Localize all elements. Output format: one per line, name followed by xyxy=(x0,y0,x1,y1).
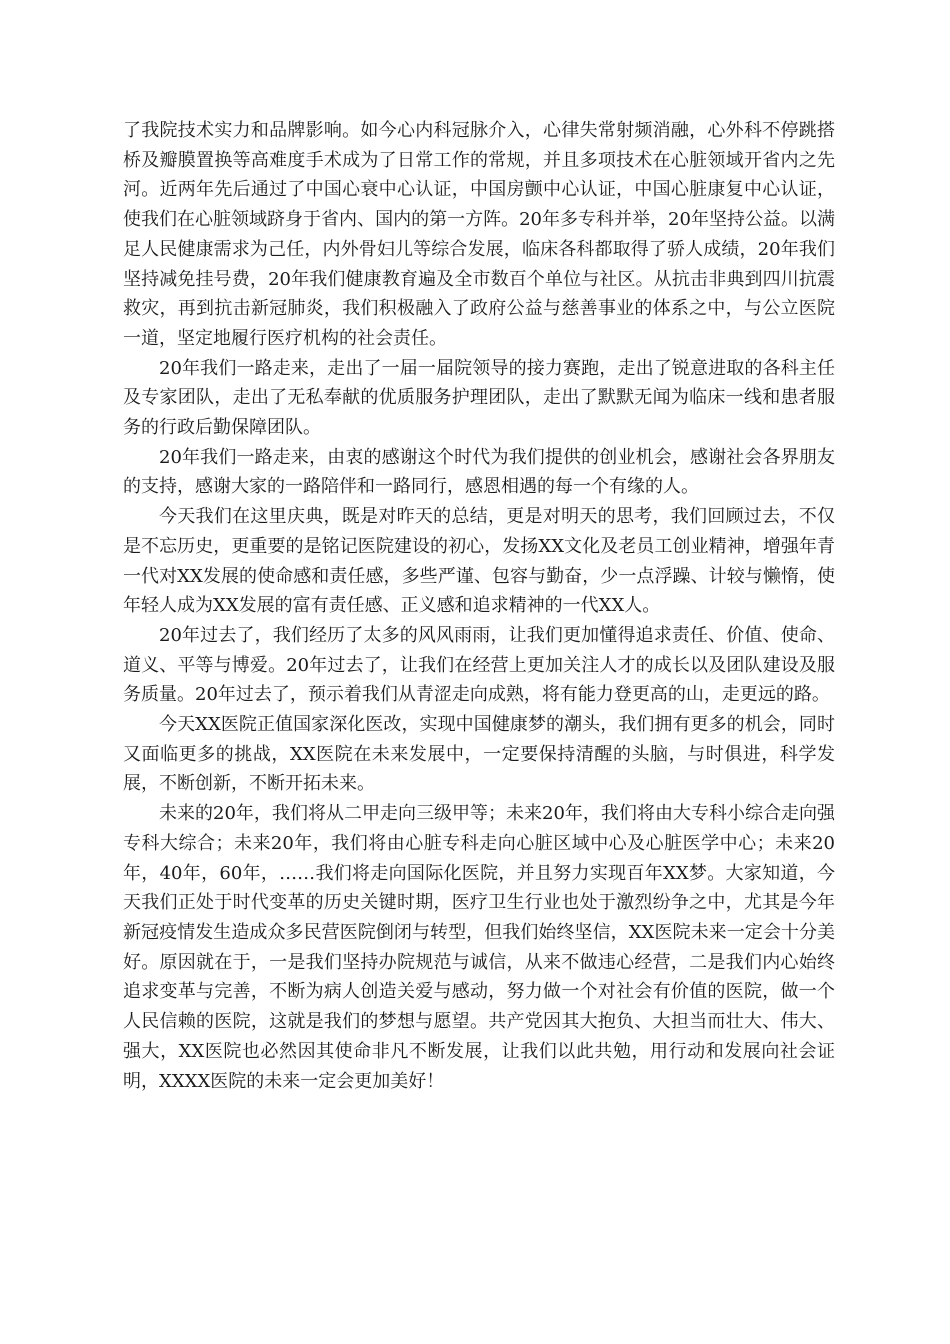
paragraph-3: 20年我们一路走来，由衷的感谢这个时代为我们提供的创业机会，感谢社会各界朋友的支持，感谢大家的一路陪伴和一路同行，感恩相遇的每一个有缘的人。 xyxy=(123,446,835,498)
paragraph-4: 今天我们在这里庆典，既是对昨天的总结，更是对明天的思考，我们回顾过去，不仅是不忘历史，更重要的是铭记医院建设的初心，发扬XX文化及老员工创业精神，增强年青一代对XX发展的使命感和责任感，多些严谨、包容与勤奋，少一点浮躁、计较与懒惰，使年轻人成为XX发展的富有责任感、正义感和追求精神的一代XX人。 xyxy=(123,506,835,617)
paragraph-6: 今天XX医院正值国家深化医改，实现中国健康梦的潮头，我们拥有更多的机会，同时又面临更多的挑战，XX医院在未来发展中，一定要保持清醒的头脑，与时俱进，科学发展，不断创新，不断开拓未来。 xyxy=(123,714,836,795)
document-body xyxy=(123,116,835,1096)
paragraph-5: 20年过去了，我们经历了太多的风风雨雨，让我们更加懂得追求责任、价值、使命、道义、平等与博爱。20年过去了，让我们在经营上更加关注人才的成长以及团队建设及服务质量。20年过去了，预示着我们从青涩走向成熟，将有能力登更高的山，走更远的路。 xyxy=(123,624,835,706)
paragraph-1: 了我院技术实力和品牌影响。如今心内科冠脉介入，心律失常射频消融，心外科不停跳搭桥及瓣膜置换等高难度手术成为了日常工作的常规，并且多项技术在心脏领域开省内之先河。近两年先后通过了中国心衰中心认证，中国房颤中心认证，中国心脏康复中心认证，使我们在心脏领域跻身于省内、国内的第一方阵。20年多专科并举，20年坚持公益。以满足人民健康需求为己任，内外骨妇儿等综合发展，临床各科都取得了骄人成绩，20年我们坚持减免挂号费，20年我们健康教育遍及全市数百个单位与社区。从抗击非典到四川抗震救灾，再到抗击新冠肺炎，我们积极融入了政府公益与慈善事业的体系之中，与公立医院一道，坚定地履行医疗机构的社会责任。 xyxy=(123,120,835,349)
paragraph-2: 20年我们一路走来，走出了一届一届院领导的接力赛跑，走出了锐意进取的各科主任及专家团队，走出了无私奉献的优质服务护理团队，走出了默默无闻为临床一线和患者服务的行政后勤保障团队。 xyxy=(123,357,835,439)
paragraph-7: 未来的20年，我们将从二甲走向三级甲等；未来20年，我们将由大专科小综合走向强专科大综合；未来20年，我们将由心脏专科走向心脏区域中心及心脏医学中心；未来20年，40年，60年，……我们将走向国际化医院，并且努力实现百年XX梦。大家知道，今天我们正处于时代变革的历史关键时期，医疗卫生行业也处于激烈纷争之中，尤其是今年新冠疫情发生造成众多民营医院倒闭与转型，但我们始终坚信，XX医院未来一定会十分美好。原因就在于，一是我们坚持办院规范与诚信，从来不做违心经营，二是我们内心始终追求变革与完善，不断为病人创造关爱与感动，努力做一个对社会有价值的医院，做一个人民信赖的医院，这就是我们的梦想与愿望。共产党因其大抱负、大担当而壮大、伟大、强大，XX医院也必然因其使命非凡不断发展，让我们以此共勉，用行动和发展向社会证明，XXXX医院的未来一定会更加美好！ xyxy=(123,803,835,1092)
